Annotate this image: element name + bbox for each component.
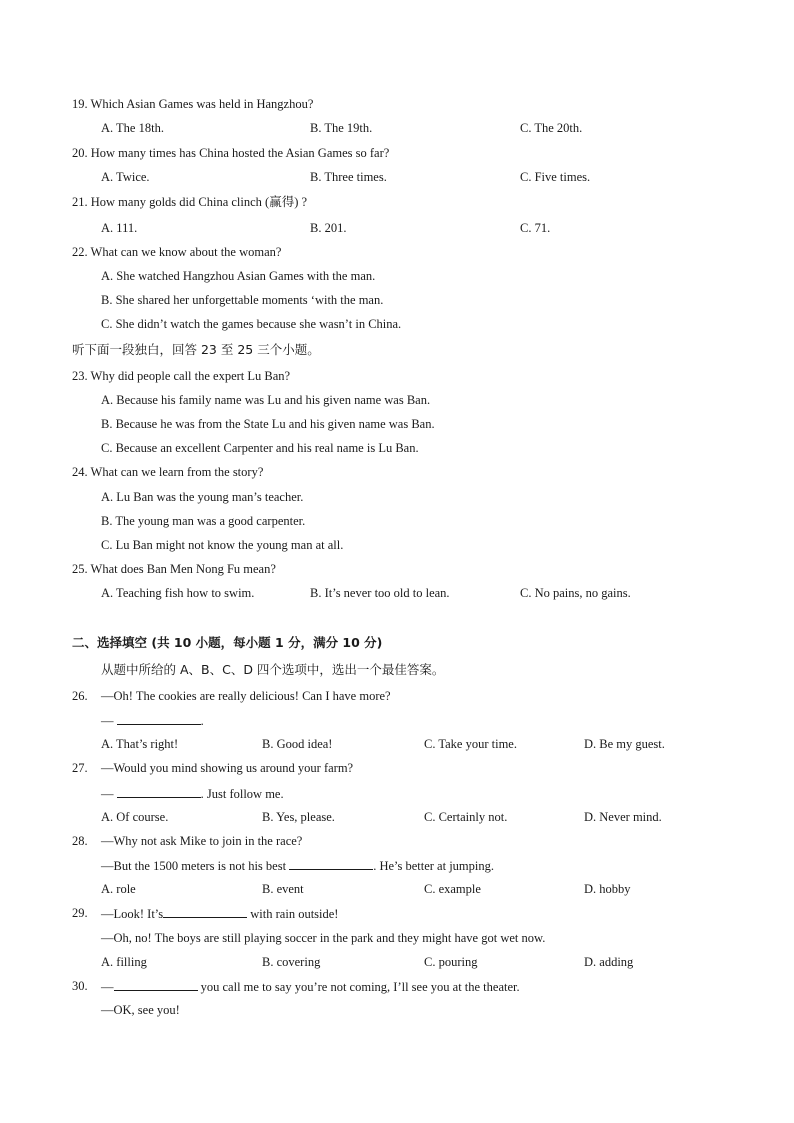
q21-option-b: B. 201. bbox=[310, 221, 347, 235]
section-2-instruction: 从题中所给的 A、B、C、D 四个选项中，选出一个最佳答案。 bbox=[101, 662, 445, 677]
q26-option-b: B. Good idea! bbox=[262, 737, 333, 751]
q28-option-a: A. role bbox=[101, 882, 136, 896]
q19-option-c: C. The 20th. bbox=[520, 121, 583, 135]
question-22-stem: 22. What can we know about the woman? bbox=[72, 245, 282, 259]
q26-dash: — bbox=[101, 714, 114, 728]
q19-option-b: B. The 19th. bbox=[310, 121, 373, 135]
q22-option-a: A. She watched Hangzhou Asian Games with the man. bbox=[101, 269, 376, 283]
q29-option-b: B. covering bbox=[262, 955, 321, 969]
q26-blank-line bbox=[101, 712, 204, 729]
q30-line2: —OK, see you! bbox=[101, 1003, 180, 1017]
q26-number: 26. bbox=[72, 689, 88, 703]
q28-tail: . He’s better at jumping. bbox=[373, 859, 494, 873]
question-21-stem: 21. How many golds did China clinch (赢得) ? bbox=[72, 195, 308, 209]
q26-option-c: C. Take your time. bbox=[424, 737, 517, 751]
q26-option-a: A. That’s right! bbox=[101, 737, 179, 751]
q20-option-a: A. Twice. bbox=[101, 170, 150, 184]
q20-option-c: C. Five times. bbox=[520, 170, 591, 184]
q26-line1: —Oh! The cookies are really delicious! Can I have more? bbox=[101, 689, 391, 703]
q29-pre: —Look! It’s bbox=[101, 907, 164, 921]
question-19-stem: 19. Which Asian Games was held in Hangzhou? bbox=[72, 97, 314, 111]
section-2-title: 二、选择填空 (共 10 小题，每小题 1 分，满分 10 分) bbox=[72, 635, 383, 650]
q27-option-d: D. Never mind. bbox=[584, 810, 662, 824]
q27-blank-line bbox=[101, 785, 284, 802]
q29-answer-blank bbox=[163, 905, 247, 918]
q30-dash: — bbox=[101, 980, 114, 994]
q24-option-b: B. The young man was a good carpenter. bbox=[101, 514, 306, 528]
q25-option-b: B. It’s never too old to lean. bbox=[310, 586, 450, 600]
q25-option-c: C. No pains, no gains. bbox=[520, 586, 631, 600]
q29-number: 29. bbox=[72, 906, 88, 920]
q22-option-c: C. She didn’t watch the games because she wasn’t in China. bbox=[101, 317, 402, 331]
q28-option-b: B. event bbox=[262, 882, 304, 896]
q21-option-c: C. 71. bbox=[520, 221, 551, 235]
q30-tail: you call me to say you’re not coming, I’ll see you at the theater. bbox=[200, 980, 520, 994]
q29-tail: with rain outside! bbox=[250, 907, 339, 921]
q24-option-a: A. Lu Ban was the young man’s teacher. bbox=[101, 490, 304, 504]
q28-option-d: D. hobby bbox=[584, 882, 631, 896]
q28-pre: —But the 1500 meters is not his best bbox=[101, 859, 287, 873]
monologue-instruction: 听下面一段独白，回答 23 至 25 三个小题。 bbox=[72, 342, 320, 357]
q27-dash: — bbox=[101, 787, 114, 801]
q27-line1: —Would you mind showing us around your farm? bbox=[101, 761, 354, 775]
q29-option-d: D. adding bbox=[584, 955, 634, 969]
q29-line2: —Oh, no! The boys are still playing soccer in the park and they might have got wet now. bbox=[101, 931, 546, 945]
q20-option-b: B. Three times. bbox=[310, 170, 387, 184]
q23-option-b: B. Because he was from the State Lu and his given name was Ban. bbox=[101, 417, 435, 431]
question-24-stem: 24. What can we learn from the story? bbox=[72, 465, 264, 479]
q27-number: 27. bbox=[72, 761, 88, 775]
q26-option-d: D. Be my guest. bbox=[584, 737, 665, 751]
q27-option-c: C. Certainly not. bbox=[424, 810, 508, 824]
q26-answer-blank bbox=[117, 712, 201, 725]
q24-option-c: C. Lu Ban might not know the young man at all. bbox=[101, 538, 344, 552]
q19-option-a: A. The 18th. bbox=[101, 121, 164, 135]
q28-option-c: C. example bbox=[424, 882, 481, 896]
q29-option-a: A. filling bbox=[101, 955, 147, 969]
question-20-stem: 20. How many times has China hosted the Asian Games so far? bbox=[72, 146, 390, 160]
q23-option-c: C. Because an excellent Carpenter and his real name is Lu Ban. bbox=[101, 441, 419, 455]
q28-blank-line bbox=[101, 857, 494, 874]
q30-blank-line bbox=[101, 978, 520, 995]
q26-tail: . bbox=[200, 714, 204, 728]
question-23-stem: 23. Why did people call the expert Lu Ban? bbox=[72, 369, 291, 383]
q27-option-b: B. Yes, please. bbox=[262, 810, 335, 824]
q27-answer-blank bbox=[117, 785, 201, 798]
q30-answer-blank bbox=[114, 978, 198, 991]
q23-option-a: A. Because his family name was Lu and his given name was Ban. bbox=[101, 393, 431, 407]
q30-number: 30. bbox=[72, 979, 88, 993]
q27-tail: . Just follow me. bbox=[200, 787, 284, 801]
question-25-stem: 25. What does Ban Men Nong Fu mean? bbox=[72, 562, 276, 576]
q27-option-a: A. Of course. bbox=[101, 810, 169, 824]
q28-line1: —Why not ask Mike to join in the race? bbox=[101, 834, 303, 848]
q28-answer-blank bbox=[289, 857, 373, 870]
q29-option-c: C. pouring bbox=[424, 955, 478, 969]
q22-option-b: B. She shared her unforgettable moments ‘with the man. bbox=[101, 293, 384, 307]
q28-number: 28. bbox=[72, 834, 88, 848]
q25-option-a: A. Teaching fish how to swim. bbox=[101, 586, 255, 600]
q29-blank-line bbox=[101, 905, 338, 922]
q21-option-a: A. 111. bbox=[101, 221, 138, 235]
